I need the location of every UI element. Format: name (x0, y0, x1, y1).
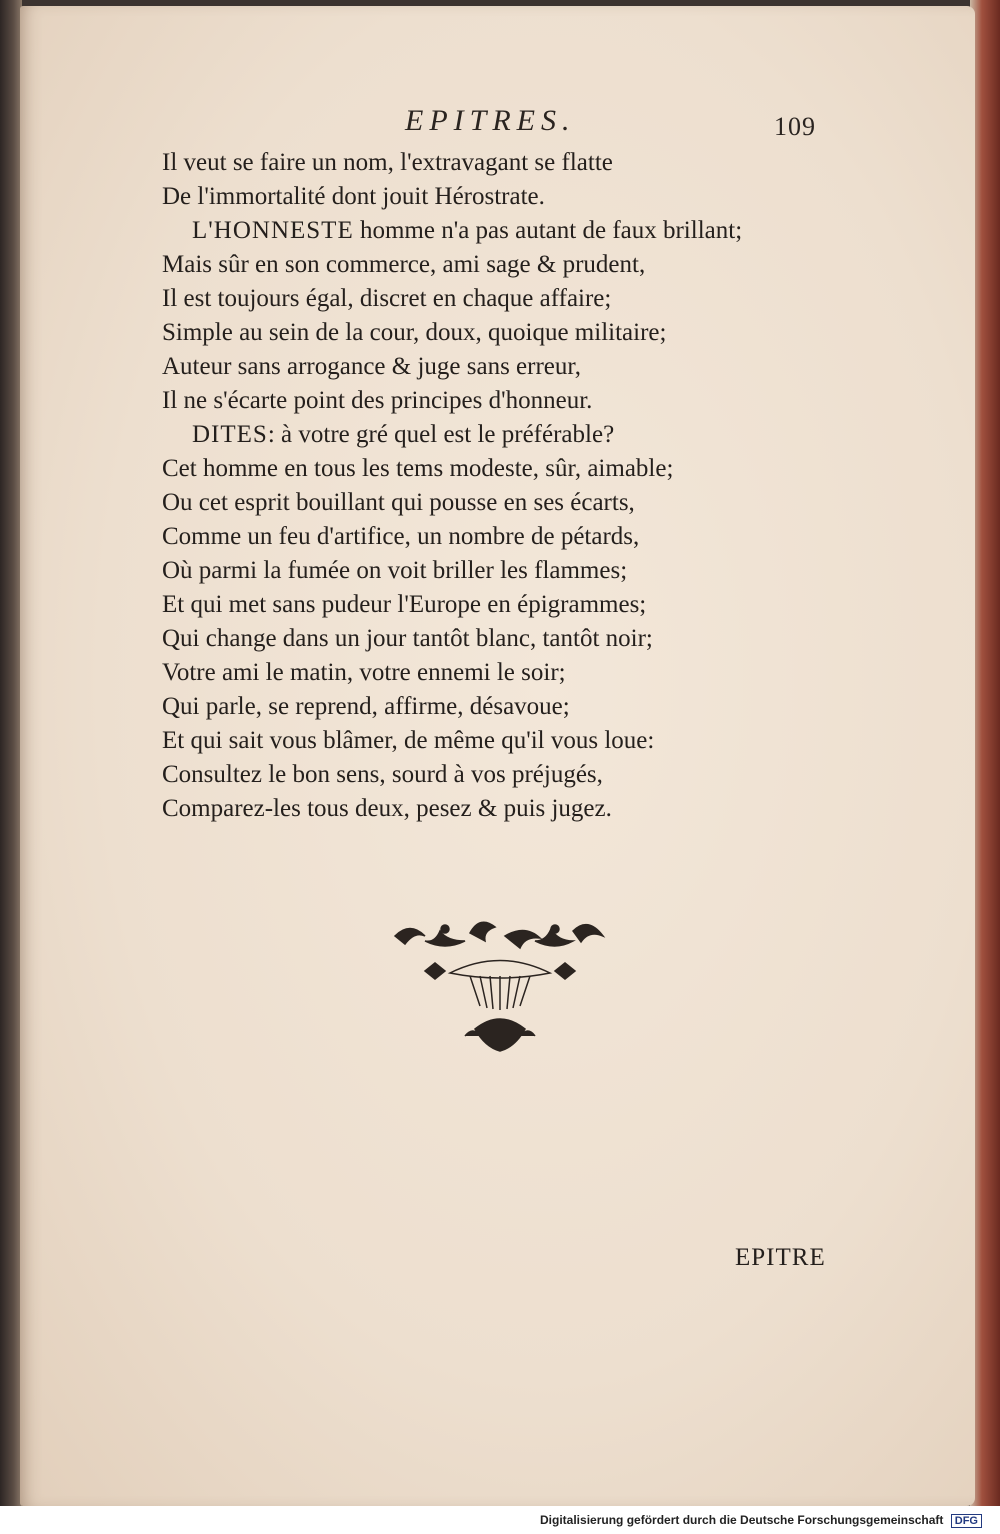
verse-text: Il est toujours égal, discret en chaque affaire; (162, 285, 612, 312)
verse-line (162, 316, 802, 350)
verse-line (162, 214, 802, 248)
verse-text: Consultez le bon sens, sourd à vos préjugés, (162, 761, 603, 788)
verse-text: Et qui sait vous blâmer, de même qu'il vous loue: (162, 727, 655, 754)
verse-line (162, 792, 802, 826)
running-title: EPITRES. (405, 104, 576, 137)
dfg-logo: DFG (951, 1514, 982, 1528)
page-number: 109 (774, 112, 816, 141)
book-spine-edge (0, 0, 22, 1510)
footer-bar (0, 1506, 1000, 1534)
verse-text: Votre ami le matin, votre ennemi le soir; (162, 659, 566, 686)
verse-line (162, 384, 802, 418)
verse-line (162, 248, 802, 282)
verse-text: De l'immortalité dont jouit Hérostrate. (162, 183, 545, 210)
verse-line (162, 758, 802, 792)
verse-line (162, 724, 802, 758)
verse-text: Comparez-les tous deux, pesez & puis jugez. (162, 795, 612, 822)
verse-text: Il veut se faire un nom, l'extravagant se flatte (162, 149, 613, 176)
verse-line (162, 418, 802, 452)
verse-text: Cet homme en tous les tems modeste, sûr, aimable; (162, 455, 674, 482)
verse-text: homme n'a pas autant de faux brillant; (353, 217, 743, 244)
floral-tailpiece-icon (385, 911, 615, 1071)
verse-line (162, 486, 802, 520)
verse-text: Simple au sein de la cour, doux, quoique militaire; (162, 319, 667, 346)
book-page (20, 6, 975, 1506)
verse-line (162, 350, 802, 384)
funding-credit (540, 1513, 982, 1528)
verse-line (162, 180, 802, 214)
verse-line (162, 520, 802, 554)
verse-text: Qui parle, se reprend, affirme, désavoue; (162, 693, 570, 720)
verse-line (162, 282, 802, 316)
verse-line (162, 656, 802, 690)
verse-text: Mais sûr en son commerce, ami sage & prudent, (162, 251, 646, 278)
verse-line (162, 690, 802, 724)
verse-line (162, 554, 802, 588)
verse-text: : à votre gré quel est le préférable? (267, 421, 615, 448)
verse-lead-word: L'HONNESTE (192, 217, 354, 244)
verse-text: Et qui met sans pudeur l'Europe en épigrammes; (162, 591, 647, 618)
verse-text: Comme un feu d'artifice, un nombre de pétards, (162, 523, 640, 550)
verse-text: Qui change dans un jour tantôt blanc, tantôt noir; (162, 625, 653, 652)
verse-line (162, 146, 802, 180)
verse-line (162, 452, 802, 486)
verse-line (162, 588, 802, 622)
catchword: EPITRE (735, 1244, 826, 1271)
verse-text: Où parmi la fumée on voit briller les flammes; (162, 557, 628, 584)
verse-text: Auteur sans arrogance & juge sans erreur, (162, 353, 581, 380)
verse-lead-word: DITES (192, 421, 268, 448)
funding-credit-text: Digitalisierung gefördert durch die Deutsche Forschungsgemeinschaft (540, 1513, 944, 1527)
verse-text: Il ne s'écarte point des principes d'honneur. (162, 387, 593, 414)
verse-text: Ou cet esprit bouillant qui pousse en ses écarts, (162, 489, 635, 516)
verse-line (162, 622, 802, 656)
poem-text (162, 146, 802, 826)
